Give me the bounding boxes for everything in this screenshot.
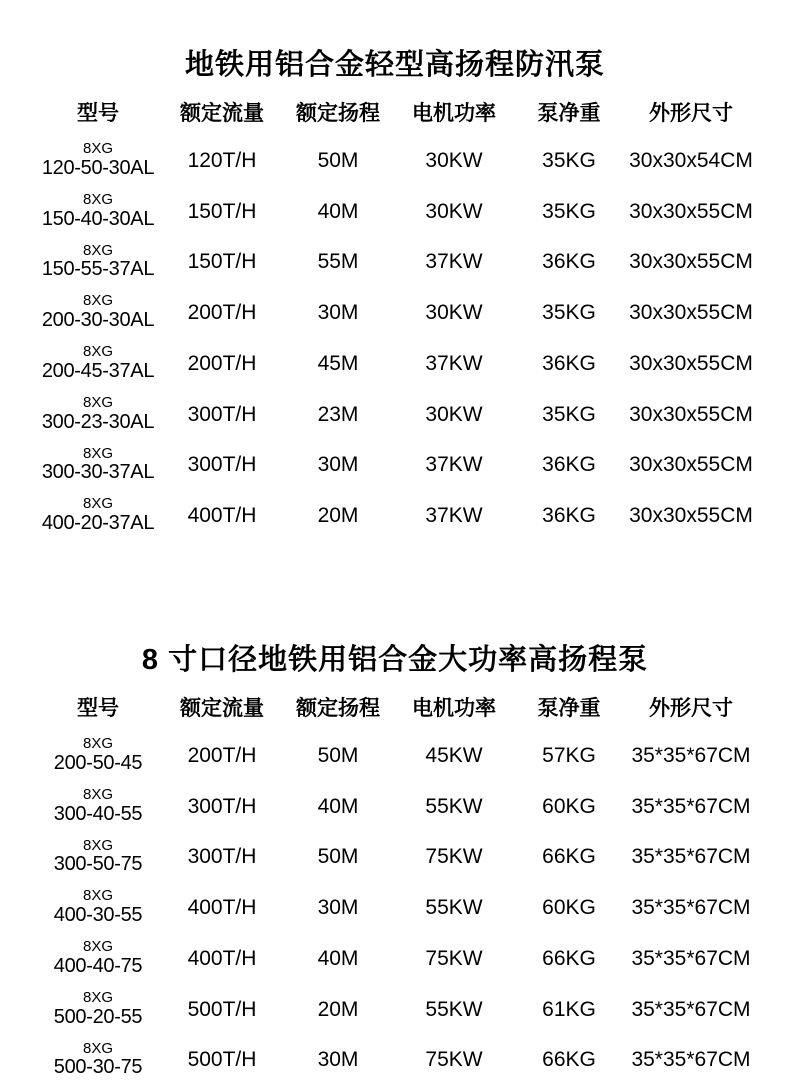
model-prefix: 8XG [33, 141, 163, 157]
cell-weight: 61KG [513, 984, 625, 1035]
cell-model [33, 490, 163, 541]
model-prefix: 8XG [33, 496, 163, 512]
table-header-row [33, 83, 757, 135]
cell-dimension: 30x30x55CM [625, 490, 757, 541]
cell-weight: 35KG [513, 389, 625, 440]
model-prefix: 8XG [33, 1041, 163, 1057]
table-row [33, 882, 757, 933]
cell-power: 55KW [395, 882, 513, 933]
section-spacer [0, 541, 790, 601]
cell-dimension: 30x30x55CM [625, 338, 757, 389]
model-code: 120-50-30AL [33, 157, 163, 180]
cell-dimension: 30x30x55CM [625, 186, 757, 237]
cell-dimension: 30x30x54CM [625, 135, 757, 186]
model-code: 150-40-30AL [33, 208, 163, 231]
model-code: 500-20-55 [33, 1006, 163, 1029]
model-code: 400-40-75 [33, 955, 163, 978]
column-header-flow: 额定流量 [163, 678, 281, 730]
spec-table-1 [33, 83, 757, 541]
model-prefix: 8XG [33, 939, 163, 955]
cell-model [33, 1035, 163, 1085]
cell-model [33, 237, 163, 288]
cell-power: 37KW [395, 490, 513, 541]
cell-weight: 66KG [513, 1035, 625, 1085]
cell-model [33, 389, 163, 440]
model-prefix: 8XG [33, 293, 163, 309]
model-prefix: 8XG [33, 395, 163, 411]
table-row [33, 832, 757, 883]
model-code: 300-30-37AL [33, 461, 163, 484]
cell-dimension: 35*35*67CM [625, 832, 757, 883]
cell-power: 37KW [395, 237, 513, 288]
cell-flow: 300T/H [163, 781, 281, 832]
section-1-title: 地铁用铝合金轻型高扬程防汛泵 [0, 0, 790, 83]
cell-head: 40M [281, 933, 395, 984]
table-row [33, 237, 757, 288]
column-header-flow: 额定流量 [163, 83, 281, 135]
model-prefix: 8XG [33, 736, 163, 752]
cell-power: 75KW [395, 832, 513, 883]
cell-dimension: 35*35*67CM [625, 781, 757, 832]
cell-head: 20M [281, 984, 395, 1035]
column-header-weight: 泵净重 [513, 83, 625, 135]
cell-weight: 60KG [513, 882, 625, 933]
cell-model [33, 832, 163, 883]
cell-model [33, 186, 163, 237]
cell-model [33, 287, 163, 338]
spec-section-2 [0, 601, 790, 1085]
cell-model [33, 882, 163, 933]
cell-model [33, 730, 163, 781]
model-prefix: 8XG [33, 344, 163, 360]
cell-flow: 400T/H [163, 882, 281, 933]
column-header-power: 电机功率 [395, 83, 513, 135]
cell-power: 37KW [395, 440, 513, 491]
cell-dimension: 30x30x55CM [625, 287, 757, 338]
model-code: 200-45-37AL [33, 360, 163, 383]
cell-power: 30KW [395, 186, 513, 237]
table-row [33, 440, 757, 491]
cell-head: 55M [281, 237, 395, 288]
column-header-model: 型号 [33, 83, 163, 135]
cell-model [33, 984, 163, 1035]
column-header-dimension: 外形尺寸 [625, 83, 757, 135]
cell-head: 30M [281, 287, 395, 338]
cell-flow: 500T/H [163, 1035, 281, 1085]
table-row [33, 389, 757, 440]
cell-power: 55KW [395, 984, 513, 1035]
cell-dimension: 35*35*67CM [625, 730, 757, 781]
table-row [33, 186, 757, 237]
table-row [33, 1035, 757, 1085]
cell-power: 30KW [395, 389, 513, 440]
model-code: 300-40-55 [33, 803, 163, 826]
cell-flow: 400T/H [163, 933, 281, 984]
cell-power: 37KW [395, 338, 513, 389]
table-row [33, 490, 757, 541]
table-row [33, 984, 757, 1035]
cell-weight: 57KG [513, 730, 625, 781]
column-header-model: 型号 [33, 678, 163, 730]
cell-dimension: 30x30x55CM [625, 440, 757, 491]
cell-weight: 36KG [513, 490, 625, 541]
model-code: 300-23-30AL [33, 411, 163, 434]
column-header-weight: 泵净重 [513, 678, 625, 730]
cell-head: 30M [281, 1035, 395, 1085]
cell-flow: 200T/H [163, 730, 281, 781]
cell-weight: 66KG [513, 933, 625, 984]
model-code: 400-20-37AL [33, 512, 163, 535]
model-code: 300-50-75 [33, 853, 163, 876]
cell-model [33, 781, 163, 832]
cell-dimension: 35*35*67CM [625, 882, 757, 933]
cell-flow: 120T/H [163, 135, 281, 186]
section-2-title: 8 寸口径地铁用铝合金大功率高扬程泵 [0, 601, 790, 678]
table-row [33, 933, 757, 984]
cell-power: 75KW [395, 1035, 513, 1085]
model-prefix: 8XG [33, 446, 163, 462]
cell-dimension: 30x30x55CM [625, 237, 757, 288]
cell-weight: 60KG [513, 781, 625, 832]
model-prefix: 8XG [33, 787, 163, 803]
column-header-head: 额定扬程 [281, 678, 395, 730]
cell-power: 30KW [395, 135, 513, 186]
column-header-head: 额定扬程 [281, 83, 395, 135]
cell-head: 30M [281, 440, 395, 491]
cell-model [33, 933, 163, 984]
cell-flow: 500T/H [163, 984, 281, 1035]
table-row [33, 135, 757, 186]
table-row [33, 338, 757, 389]
model-code: 150-55-37AL [33, 258, 163, 281]
cell-head: 20M [281, 490, 395, 541]
cell-flow: 200T/H [163, 287, 281, 338]
model-prefix: 8XG [33, 888, 163, 904]
cell-weight: 36KG [513, 440, 625, 491]
cell-dimension: 35*35*67CM [625, 984, 757, 1035]
model-prefix: 8XG [33, 243, 163, 259]
cell-model [33, 440, 163, 491]
cell-flow: 300T/H [163, 440, 281, 491]
spec-section-1 [0, 0, 790, 541]
cell-power: 55KW [395, 781, 513, 832]
cell-power: 45KW [395, 730, 513, 781]
spec-table-2 [33, 678, 757, 1085]
cell-head: 30M [281, 882, 395, 933]
table-row [33, 730, 757, 781]
model-code: 500-30-75 [33, 1056, 163, 1079]
cell-dimension: 30x30x55CM [625, 389, 757, 440]
table-row [33, 287, 757, 338]
model-prefix: 8XG [33, 990, 163, 1006]
cell-weight: 36KG [513, 338, 625, 389]
cell-weight: 36KG [513, 237, 625, 288]
table-row [33, 781, 757, 832]
model-prefix: 8XG [33, 838, 163, 854]
cell-model [33, 338, 163, 389]
cell-weight: 35KG [513, 186, 625, 237]
cell-flow: 400T/H [163, 490, 281, 541]
cell-dimension: 35*35*67CM [625, 933, 757, 984]
cell-head: 40M [281, 781, 395, 832]
cell-flow: 150T/H [163, 237, 281, 288]
cell-flow: 300T/H [163, 832, 281, 883]
cell-head: 50M [281, 730, 395, 781]
cell-dimension: 35*35*67CM [625, 1035, 757, 1085]
cell-flow: 300T/H [163, 389, 281, 440]
cell-flow: 150T/H [163, 186, 281, 237]
cell-head: 50M [281, 135, 395, 186]
cell-power: 30KW [395, 287, 513, 338]
cell-model [33, 135, 163, 186]
column-header-dimension: 外形尺寸 [625, 678, 757, 730]
cell-head: 23M [281, 389, 395, 440]
table-header-row [33, 678, 757, 730]
model-code: 200-30-30AL [33, 309, 163, 332]
model-prefix: 8XG [33, 192, 163, 208]
cell-head: 40M [281, 186, 395, 237]
cell-head: 45M [281, 338, 395, 389]
cell-weight: 35KG [513, 287, 625, 338]
cell-head: 50M [281, 832, 395, 883]
cell-flow: 200T/H [163, 338, 281, 389]
model-code: 400-30-55 [33, 904, 163, 927]
cell-power: 75KW [395, 933, 513, 984]
cell-weight: 66KG [513, 832, 625, 883]
model-code: 200-50-45 [33, 752, 163, 775]
column-header-power: 电机功率 [395, 678, 513, 730]
cell-weight: 35KG [513, 135, 625, 186]
